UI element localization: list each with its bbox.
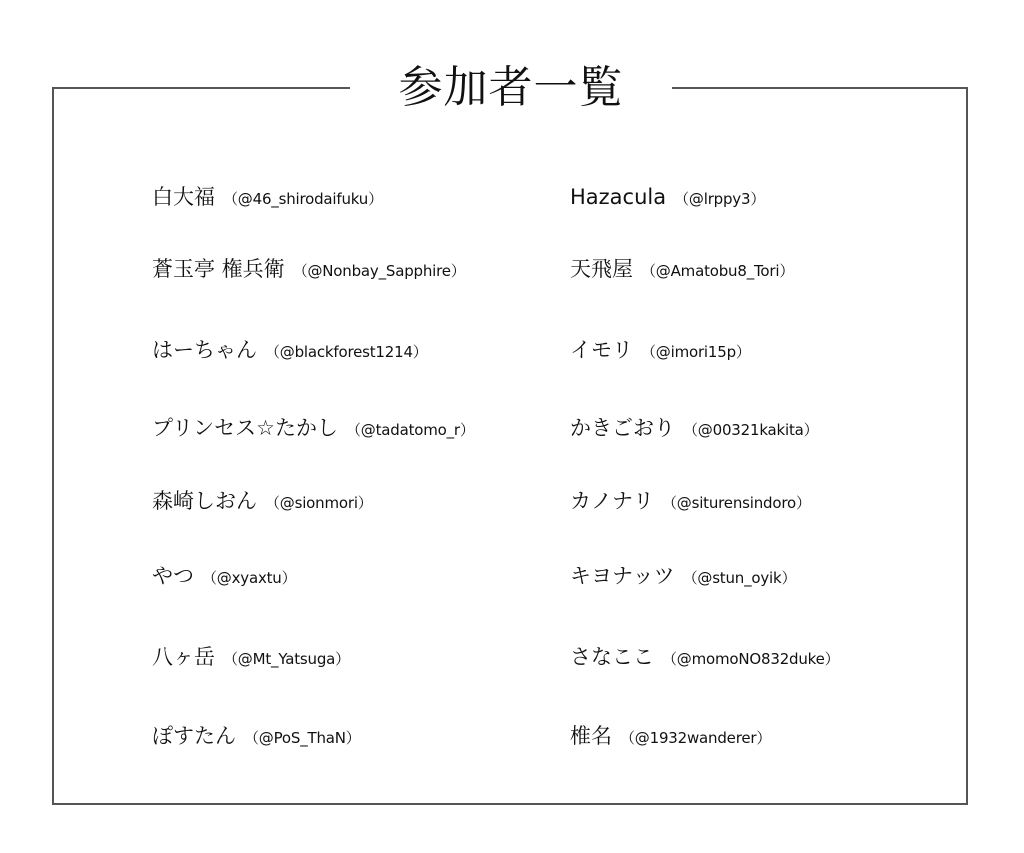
participant-entry <box>152 642 350 672</box>
participant-handle: （@PoS_ThaN） <box>244 729 361 747</box>
participant-handle: （@sionmori） <box>265 494 373 512</box>
participant-handle: （@Amatobu8_Tori） <box>641 262 795 280</box>
participant-name: イモリ <box>570 338 633 362</box>
participant-handle: （@tadatomo_r） <box>346 421 475 439</box>
participant-entry <box>152 561 296 591</box>
participant-entry <box>152 254 466 284</box>
participant-name: プリンセス☆たかし <box>152 416 338 440</box>
participant-entry <box>570 642 839 672</box>
participant-name: キヨナッツ <box>570 564 675 588</box>
participant-entry <box>152 335 428 365</box>
page-title: 参加者一覧 <box>350 58 672 118</box>
participant-name: はーちゃん <box>152 338 257 362</box>
participant-entry <box>570 182 765 212</box>
participant-name: やつ <box>152 564 194 588</box>
participant-handle: （@stun_oyik） <box>682 569 797 587</box>
participant-handle: （@46_shirodaifuku） <box>223 190 383 208</box>
participant-name: Hazacula <box>570 185 667 209</box>
participant-handle: （@lrppy3） <box>674 190 766 208</box>
participant-entry <box>570 335 751 365</box>
participant-handle: （@1932wanderer） <box>620 729 772 747</box>
participant-name: 白大福 <box>152 185 215 209</box>
participant-entry <box>152 182 383 212</box>
participant-handle: （@imori15p） <box>641 343 751 361</box>
participant-name: 森崎しおん <box>152 489 257 513</box>
participant-name: カノナリ <box>570 489 654 513</box>
participant-entry <box>152 721 361 751</box>
participant-handle: （@momoNO832duke） <box>662 650 840 668</box>
participant-handle: （@Mt_Yatsuga） <box>223 650 350 668</box>
participant-name: 八ヶ岳 <box>152 645 215 669</box>
participant-entry <box>570 413 818 443</box>
participant-entry <box>570 486 811 516</box>
participant-handle: （@siturensindoro） <box>662 494 811 512</box>
participant-entry <box>570 561 796 591</box>
participant-entry <box>570 721 771 751</box>
participant-entry <box>152 413 475 443</box>
participant-name: 椎名 <box>570 724 612 748</box>
participant-entry <box>152 486 373 516</box>
participant-handle: （@00321kakita） <box>683 421 819 439</box>
participant-entry <box>570 254 794 284</box>
participant-handle: （@blackforest1214） <box>265 343 428 361</box>
participant-name: 蒼玉亭 権兵衛 <box>152 257 285 281</box>
participant-handle: （@Nonbay_Sapphire） <box>292 262 466 280</box>
participant-handle: （@xyaxtu） <box>202 569 297 587</box>
participant-name: さなここ <box>570 645 654 669</box>
participant-name: 天飛屋 <box>570 257 633 281</box>
participant-name: ぽすたん <box>152 724 236 748</box>
participant-name: かきごおり <box>570 416 675 440</box>
